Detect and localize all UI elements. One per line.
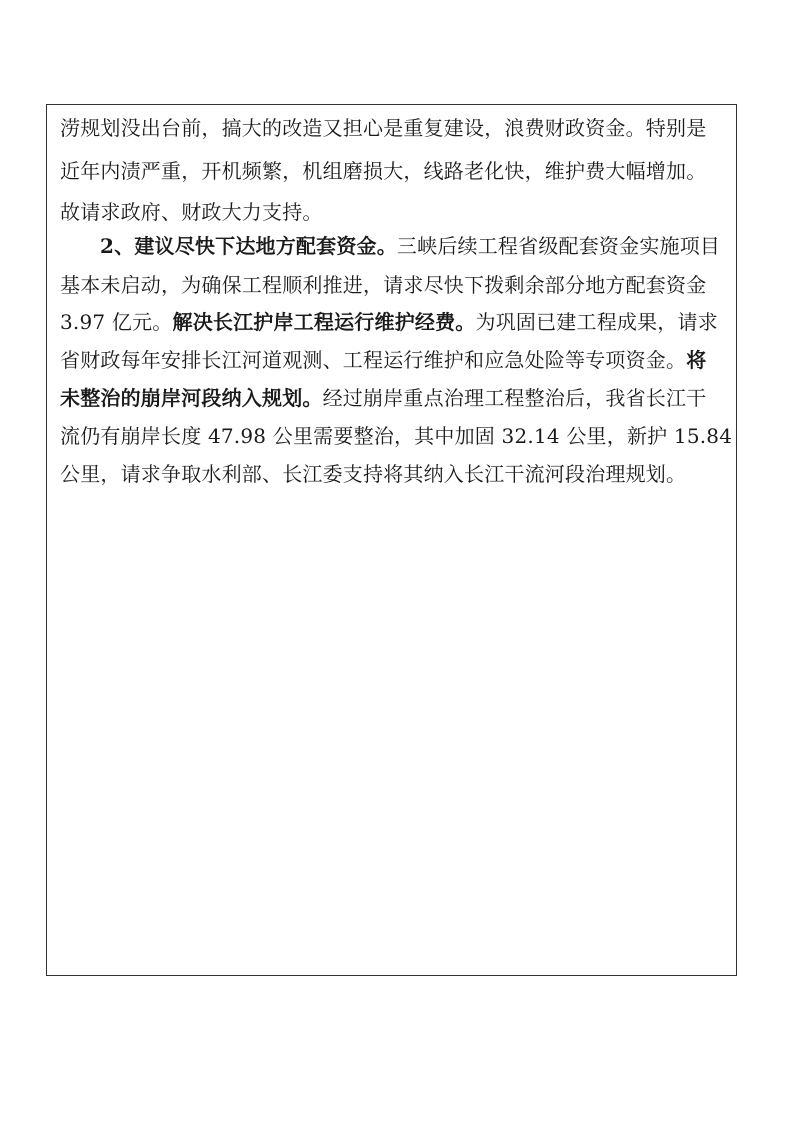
text-line-3: 故请求政府、财政大力支持。	[60, 200, 323, 224]
heading-bank-collapse: 未整治的崩岸河段纳入规划。	[60, 386, 323, 410]
paragraph-line	[60, 464, 730, 484]
paragraph-line	[60, 161, 730, 181]
paragraph-line	[60, 202, 730, 222]
text-line-5: 基本未启动，为确保工程顺利推进，请求尽快下拨剩余部分地方配套资金	[60, 273, 707, 297]
heading-fund-allocation: 2、建议尽快下达地方配套资金。	[100, 234, 397, 258]
paragraph-line	[60, 118, 730, 138]
text-line-8: 经过崩岸重点治理工程整治后，我省长江干	[322, 386, 707, 410]
paragraph-line	[60, 312, 730, 332]
paragraph-line	[60, 388, 730, 408]
text-line-6a: 3.97 亿元。	[60, 310, 173, 334]
text-line-7: 省财政每年安排长江河道观测、工程运行维护和应急处险等专项资金。	[60, 348, 687, 372]
paragraph-line	[60, 350, 730, 370]
text-line-10: 公里，请求争取水利部、长江委支持将其纳入长江干流河段治理规划。	[60, 462, 687, 486]
text-line-6b: 为巩固已建工程成果，请求	[475, 310, 718, 334]
text-line-4: 三峡后续工程省级配套资金实施项目	[396, 234, 721, 258]
paragraph-line	[60, 275, 730, 295]
paragraph-line	[60, 424, 733, 448]
text-line-1: 涝规划没出台前，搞大的改造又担心是重复建设，浪费财政资金。特别是	[60, 116, 707, 140]
paragraph-line	[100, 236, 730, 256]
text-line-9: 流仍有崩岸长度 47.98 公里需要整治，其中加固 32.14 公里，新护 15.84	[60, 424, 733, 448]
text-line-2: 近年内渍严重，开机频繁，机组磨损大，线路老化快，维护费大幅增加。	[60, 159, 707, 183]
heading-bank-collapse-start: 将	[686, 348, 707, 372]
heading-maintenance-funds: 解决长江护岸工程运行维护经费。	[172, 310, 476, 334]
